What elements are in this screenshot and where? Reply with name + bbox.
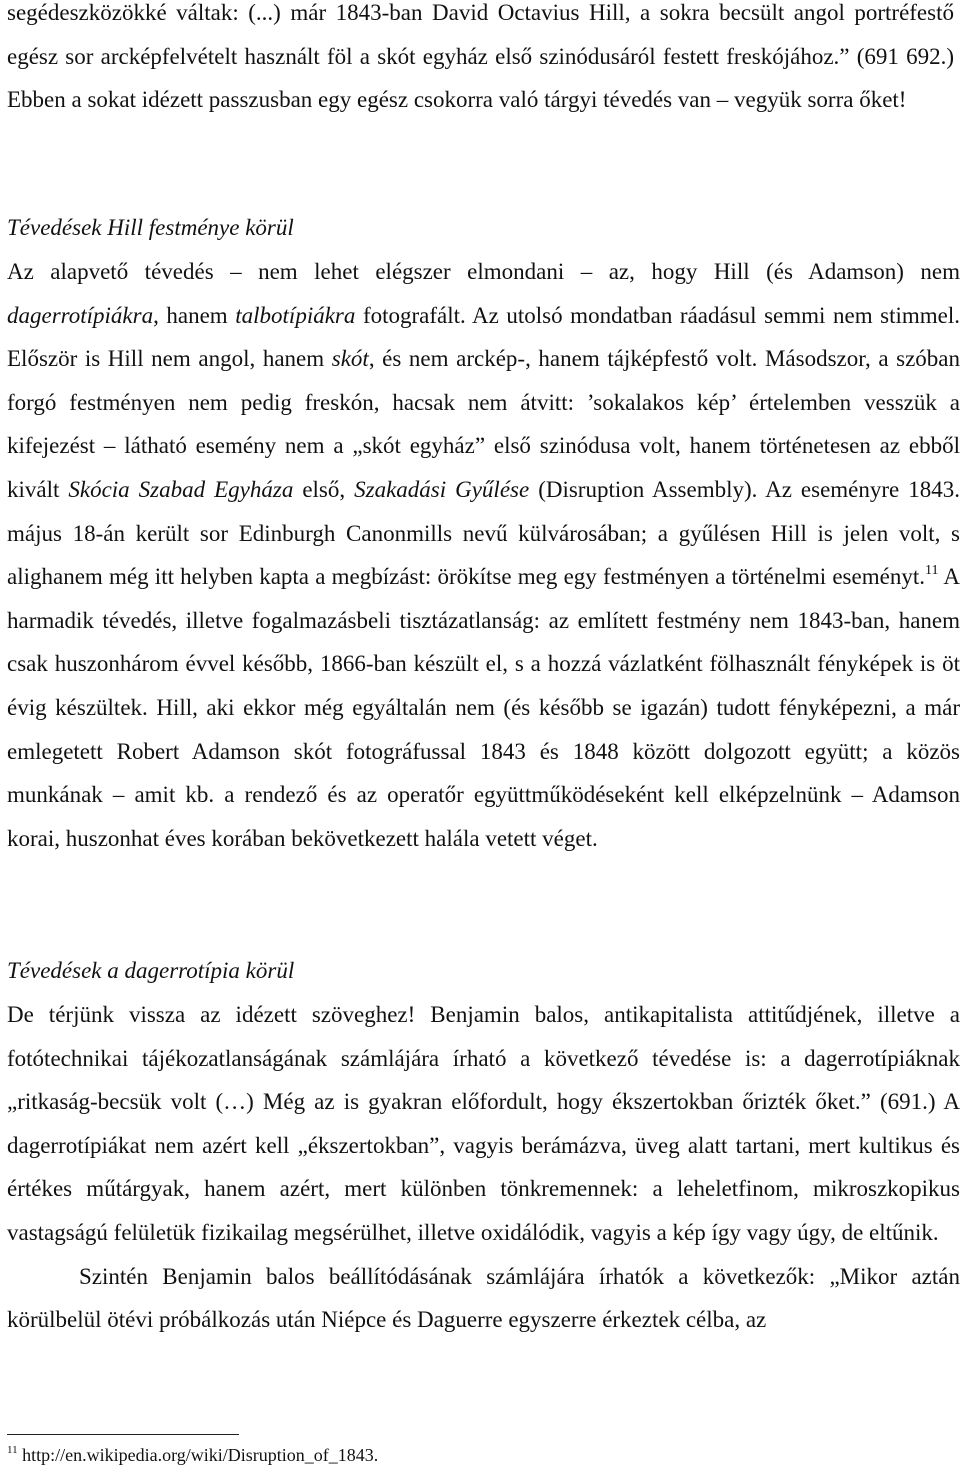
italic-term: Szakadási Gyűlése: [354, 476, 530, 502]
section-heading-hill: Tévedések Hill festménye körül: [7, 215, 294, 240]
text-run: fotografált. Az utolsó mondatban ráadásul semmi nem stimmel. Először is Hill nem angol, hanem: [7, 302, 960, 372]
intro-text: segédeszközökké váltak: (...) már 1843-ban David Octavius Hill, a sokra becsült angol portréfestő egész sor arcképfelvételt használt föl a skót egyház első szinódusáról festett freskójához.” (691 692.) Ebben a sokat idézett passzusban egy egész csokorra való tárgyi tévedés van – vegyük sorra őket!: [7, 0, 954, 113]
italic-term: dagerrotípiákra: [7, 302, 154, 328]
text-run: első,: [293, 476, 355, 502]
text-run: , hanem: [153, 302, 236, 328]
text-run: Az alapvető tévedés – nem lehet elégszer elmondani – az, hogy Hill (és Adamson) nem: [7, 259, 960, 284]
italic-term: skót: [331, 346, 369, 372]
section-paragraph-hill: [7, 250, 960, 860]
section-body-daguerreotype: [7, 993, 960, 1342]
text-run: (Disruption Assembly). Az eseményre 1843. május 18-án került sor Edinburgh Canonmills nevű külvárosában; a gyűlésen Hill is jelen volt, s alighanem még itt helyben kapta a megbízást: örökítse meg egy festményen a történelmi eseményt.: [7, 476, 960, 590]
text-run: A harmadik tévedés, illetve fogalmazásbeli tisztázatlanság: az említett festmény nem 1843-ban, hanem csak huszonhárom évvel később, 1866-ban készült el, s a hozzá vázlatként fölhasznált fényképek is öt évig készültek. Hill, aki ekkor még egyáltalán nem (és később se igazán) tudott fényképezni, a már emlegetett Robert Adamson skót fotográfussal 1843 és 1848 között dolgozott együtt; a közös munkának – amit kb. a rendező és az operatőr együttműködéseként kell elképzelnünk – Adamson korai, huszonhat éves korában bekövetkezett halála vetett véget.: [7, 564, 960, 851]
paragraph: Szintén Benjamin balos beállítódásának számlájára írhatók a következők: „Mikor aztán körülbelül ötévi próbálkozás után Niépce és Daguerre egyszerre érkeztek célba, az: [7, 1263, 960, 1333]
section-heading-daguerreotype: Tévedések a dagerrotípia körül: [7, 958, 295, 983]
text-run: , és nem arckép-, hanem tájképfestő volt. Másodszor, a szóban forgó festményen nem pedig freskón, hacsak nem átvitt: ’sokalakos kép’ értelemben vesszük a kifejezést – látható esemény nem a „skót egyház” első szinódusa volt, hanem történetesen az ebből kivált: [7, 346, 960, 502]
footnote: [7, 1443, 954, 1467]
intro-paragraph: [7, 0, 954, 122]
footnote-number: 11: [7, 1444, 18, 1456]
footnote-link[interactable]: http://en.wikipedia.org/wiki/Disruption_of_1843.: [17, 1445, 379, 1465]
paragraph: De térjünk vissza az idézett szöveghez! Benjamin balos, antikapitalista attitűdjének, illetve a fotótechnikai tájékozatlanságának számlájára írható a következő tévedése is: a dagerrotípiáknak „ritkaság-becsük volt (…) Még az is gyakran előfordult, hogy ékszertokban őrizték őket.” (691.) A dagerrotípiákat nem azért kell „ékszertokban”, vagyis berámázva, üveg alatt tartani, mert kultikus és értékes műtárgyak, hanem azért, mert különben tönkremennek: a leheletfinom, mikroszkopikus vastagságú felületük fizikailag megsérülhet, illetve oxidálódik, vagyis a kép így vagy úgy, de eltűnik.: [7, 1002, 960, 1245]
footnote-divider: [7, 1434, 239, 1435]
italic-term: Skócia Szabad Egyháza: [68, 476, 294, 502]
footnote-reference[interactable]: 11: [924, 563, 939, 579]
italic-term: talbotípiákra: [235, 302, 356, 328]
